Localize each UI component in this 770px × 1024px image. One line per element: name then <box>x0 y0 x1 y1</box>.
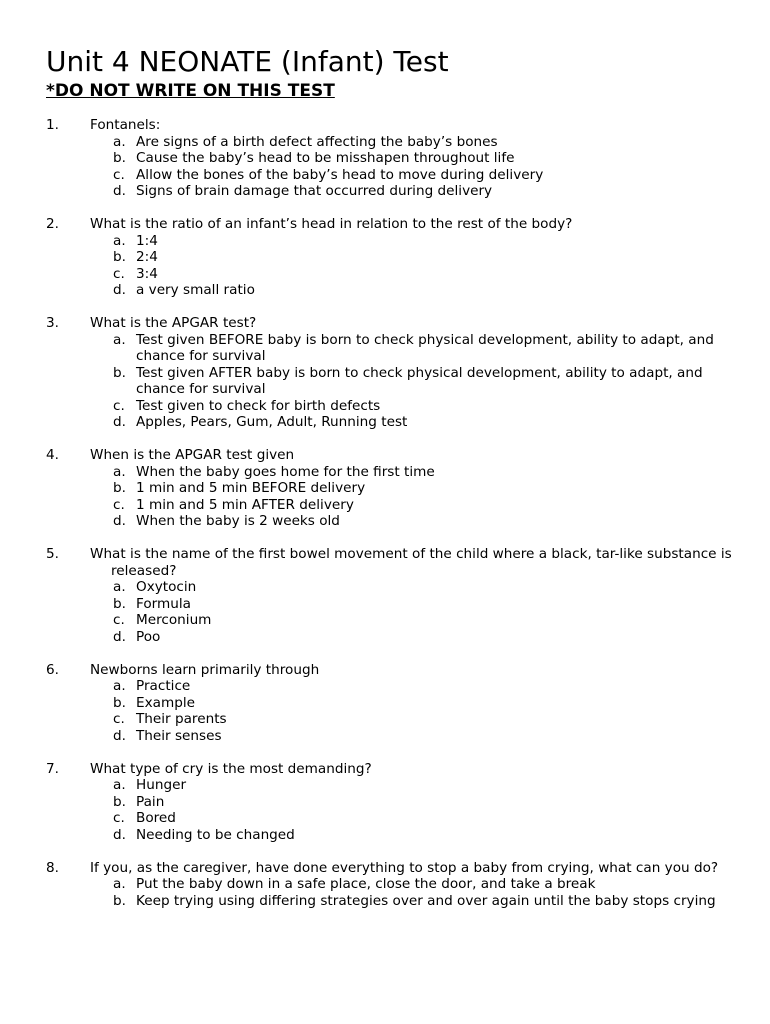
answer-option <box>46 612 736 629</box>
option-letter: c. <box>113 265 125 282</box>
option-letter: d. <box>113 826 126 843</box>
answer-option <box>46 629 736 646</box>
question-3 <box>46 315 736 431</box>
option-text: Pain <box>136 793 165 810</box>
question-text: What is the APGAR test? <box>90 315 257 331</box>
answer-option <box>46 134 736 151</box>
answer-option <box>46 332 736 365</box>
option-letter: d. <box>113 282 126 298</box>
question-text: When is the APGAR test given <box>90 447 295 463</box>
answer-option <box>46 827 736 844</box>
option-text: 1:4 <box>136 232 158 249</box>
answer-option <box>46 365 736 398</box>
option-text: 3:4 <box>136 265 158 282</box>
option-text: Cause the baby’s head to be misshapen throughout life <box>136 150 515 166</box>
option-text: Test given AFTER baby is born to check physical development, ability to adapt, and chance for survival <box>136 364 703 397</box>
option-text: Test given to check for birth defects <box>136 397 381 414</box>
question-5 <box>46 546 736 645</box>
question-text: What type of cry is the most demanding? <box>90 760 372 777</box>
option-letter: c. <box>113 496 125 513</box>
option-letter: b. <box>113 249 126 265</box>
question-number: 3. <box>46 315 59 331</box>
question-list <box>46 117 736 926</box>
question-text: What is the ratio of an infant’s head in relation to the rest of the body? <box>90 216 573 232</box>
answer-option <box>46 266 736 283</box>
option-letter: b. <box>113 480 126 496</box>
option-letter: c. <box>113 397 125 414</box>
question-number: 4. <box>46 447 59 463</box>
answer-option <box>46 150 736 167</box>
answer-option <box>46 579 736 596</box>
question-1 <box>46 117 736 200</box>
option-letter: c. <box>113 810 125 826</box>
option-text: Poo <box>136 628 161 645</box>
question-text: What is the name of the first bowel movement of the child where a black, tar-like substance is <box>90 546 732 562</box>
option-text: Keep trying using differing strategies over and over again until the baby stops crying <box>136 892 716 909</box>
answer-option <box>46 183 736 200</box>
answer-option <box>46 728 736 745</box>
option-text: Formula <box>136 595 191 612</box>
answer-option <box>46 876 736 893</box>
option-text: Merconium <box>136 612 212 628</box>
option-letter: c. <box>113 711 125 727</box>
option-letter: a. <box>113 331 126 348</box>
option-letter: d. <box>113 183 126 199</box>
question-text: If you, as the caregiver, have done everything to stop a baby from crying, what can you do? <box>90 859 719 876</box>
option-letter: c. <box>113 612 125 628</box>
question-7 <box>46 761 736 844</box>
option-letter: b. <box>113 595 126 612</box>
answer-option <box>46 464 736 481</box>
question-8 <box>46 860 736 910</box>
answer-option <box>46 678 736 695</box>
option-text: a very small ratio <box>136 282 255 298</box>
question-6 <box>46 662 736 745</box>
question-text-continuation: released? <box>111 562 177 579</box>
option-letter: a. <box>113 876 126 892</box>
option-text: Put the baby down in a safe place, close the door, and take a break <box>136 876 596 892</box>
option-letter: c. <box>113 166 125 183</box>
option-letter: b. <box>113 892 126 909</box>
question-text: Newborns learn primarily through <box>90 661 320 678</box>
answer-option <box>46 233 736 250</box>
option-letter: a. <box>113 579 126 595</box>
answer-option <box>46 794 736 811</box>
page-title: Unit 4 NEONATE (Infant) Test <box>46 45 449 78</box>
option-letter: a. <box>113 777 126 793</box>
option-letter: a. <box>113 133 126 150</box>
option-letter: d. <box>113 628 126 645</box>
question-number: 8. <box>46 859 59 876</box>
option-text: Needing to be changed <box>136 826 295 843</box>
option-text: Allow the bones of the baby’s head to move during delivery <box>136 166 544 183</box>
option-text: 2:4 <box>136 249 158 265</box>
option-letter: a. <box>113 463 126 480</box>
option-letter: a. <box>113 232 126 249</box>
option-text: Test given BEFORE baby is born to check physical development, ability to adapt, and chance for survival <box>136 331 714 364</box>
question-text: Fontanels: <box>90 117 161 133</box>
warning-subtitle: *DO NOT WRITE ON THIS TEST <box>46 81 335 101</box>
question-number: 5. <box>46 546 59 562</box>
option-text: 1 min and 5 min BEFORE delivery <box>136 480 366 496</box>
option-text: Practice <box>136 678 191 694</box>
option-text: Signs of brain damage that occurred during delivery <box>136 183 493 199</box>
answer-option <box>46 282 736 299</box>
option-text: Are signs of a birth defect affecting the baby’s bones <box>136 133 498 150</box>
question-number: 1. <box>46 117 59 133</box>
question-number: 7. <box>46 760 59 777</box>
answer-option <box>46 777 736 794</box>
option-letter: d. <box>113 513 126 529</box>
option-letter: b. <box>113 793 126 810</box>
option-text: Apples, Pears, Gum, Adult, Running test <box>136 414 408 430</box>
option-letter: d. <box>113 727 126 744</box>
answer-option <box>46 480 736 497</box>
answer-option <box>46 414 736 431</box>
option-letter: b. <box>113 150 126 166</box>
option-letter: d. <box>113 414 126 430</box>
answer-option <box>46 167 736 184</box>
option-text: Their parents <box>136 711 227 727</box>
option-letter: b. <box>113 364 126 381</box>
answer-option <box>46 695 736 712</box>
option-letter: a. <box>113 678 126 694</box>
answer-option <box>46 596 736 613</box>
question-4 <box>46 447 736 530</box>
option-text: Their senses <box>136 727 222 744</box>
answer-option <box>46 893 736 910</box>
option-text: 1 min and 5 min AFTER delivery <box>136 496 354 513</box>
question-number: 2. <box>46 216 59 232</box>
answer-option <box>46 810 736 827</box>
question-number: 6. <box>46 661 59 678</box>
option-text: When the baby goes home for the first time <box>136 463 435 480</box>
answer-option <box>46 497 736 514</box>
option-text: Hunger <box>136 777 187 793</box>
option-text: Oxytocin <box>136 579 197 595</box>
answer-option <box>46 249 736 266</box>
option-text: Bored <box>136 810 176 826</box>
option-text: When the baby is 2 weeks old <box>136 513 340 529</box>
answer-option <box>46 513 736 530</box>
answer-option <box>46 711 736 728</box>
option-letter: b. <box>113 694 126 711</box>
option-text: Example <box>136 694 195 711</box>
answer-option <box>46 398 736 415</box>
question-2 <box>46 216 736 299</box>
